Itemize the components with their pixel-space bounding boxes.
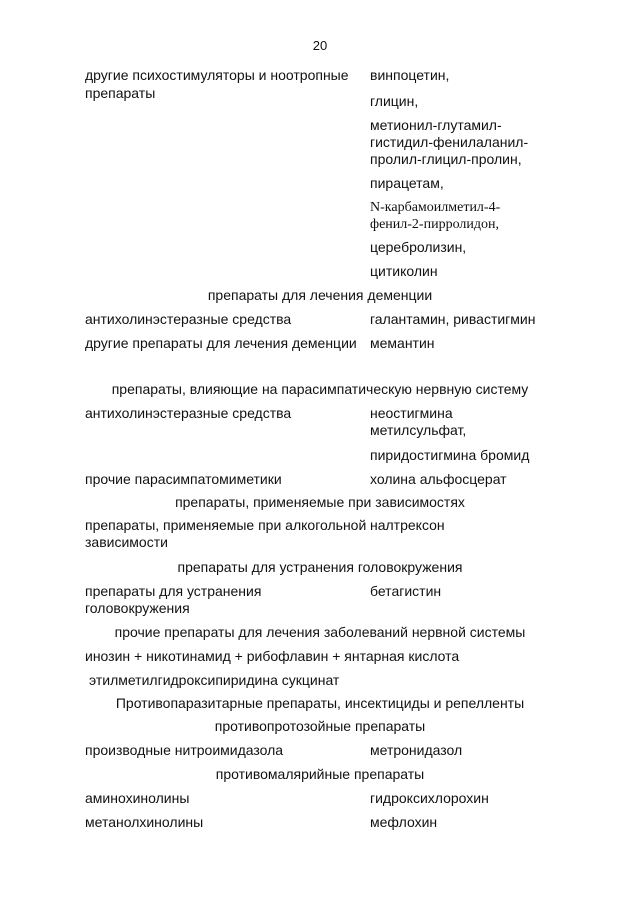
antimalarial-row2-drug: мефлохин [370,814,438,830]
drug-methionyl-line1: метионил-глутамил- [370,117,502,133]
drug-carbamoyl-line1: N-карбамоилметил-4- [370,200,501,215]
heading-parasympathetic: препараты, влияющие на парасимпатическую нервную систему [111,381,529,397]
heading-dependence: препараты, применяемые при зависимостях [175,494,465,510]
page-number: 20 [312,38,328,53]
antiprotozoal-row-drug: метронидазол [370,742,463,758]
dementia-row2-drugs: мемантин [370,335,435,351]
vertigo-label-line2: головокружения [85,600,190,616]
vertigo-drug: бетагистин [370,583,442,599]
group-label-psychostimulants-line2: препараты [85,85,156,101]
drug-citicoline: цитиколин [370,263,438,279]
heading-antiparasitic: Противопаразитарные препараты, инсектициды и репелленты [115,695,525,711]
heading-antiprotozoal: противопротозойные препараты [214,718,426,734]
parasympathetic-row1-label: антихолинэстеразные средства [85,405,292,421]
parasympathetic-row1-drug-line1: неостигмина [370,405,453,421]
dementia-row1-drugs: галантамин, ривастигмин [370,311,536,327]
drug-glycine: глицин, [370,93,419,109]
heading-antimalarial: противомалярийные препараты [215,766,425,782]
dependence-label-line2: зависимости [85,534,168,550]
drug-vinpocetine: винпоцетин, [370,67,450,83]
parasympathetic-row1-drug-line3: пиридостигмина бромид [370,447,530,463]
drug-methionyl-line2: гистидил-фенилаланил- [370,134,529,150]
dementia-row1-label: антихолинэстеразные средства [85,311,292,327]
group-label-psychostimulants-line1: другие психостимуляторы и ноотропные [85,67,349,83]
drug-methionyl-line3: пролил-глицил-пролин, [370,151,522,167]
dependence-drug: налтрексон [370,517,445,533]
parasympathetic-row2-label: прочие парасимпатомиметики [85,471,282,487]
other-nervous-item1: инозин + никотинамид + рибофлавин + янтарная кислота [85,648,460,664]
heading-vertigo: препараты для устранения головокружения [177,559,463,575]
drug-cerebrolysin: церебролизин, [370,239,467,255]
heading-dementia: препараты для лечения деменции [207,287,433,303]
dementia-row2-label: другие препараты для лечения деменции [85,335,357,351]
drug-piracetam: пирацетам, [370,175,444,191]
antimalarial-row2-label: метанолхинолины [85,814,204,830]
parasympathetic-row2-drug: холина альфосцерат [370,471,507,487]
parasympathetic-row1-drug-line2: метилсульфат, [370,422,467,438]
heading-other-nervous: прочие препараты для лечения заболеваний нервной системы [114,624,526,640]
antimalarial-row1-label: аминохинолины [85,790,190,806]
vertigo-label-line1: препараты для устранения [85,583,262,599]
antiprotozoal-row-label: производные нитроимидазола [85,742,284,758]
other-nervous-item2: этилметилгидроксипиридина сукцинат [89,672,340,688]
antimalarial-row1-drug: гидроксихлорохин [370,790,489,806]
dependence-label-line1: препараты, применяемые при алкогольной [85,517,367,533]
drug-carbamoyl-line2: фенил-2-пирролидон, [370,217,499,232]
